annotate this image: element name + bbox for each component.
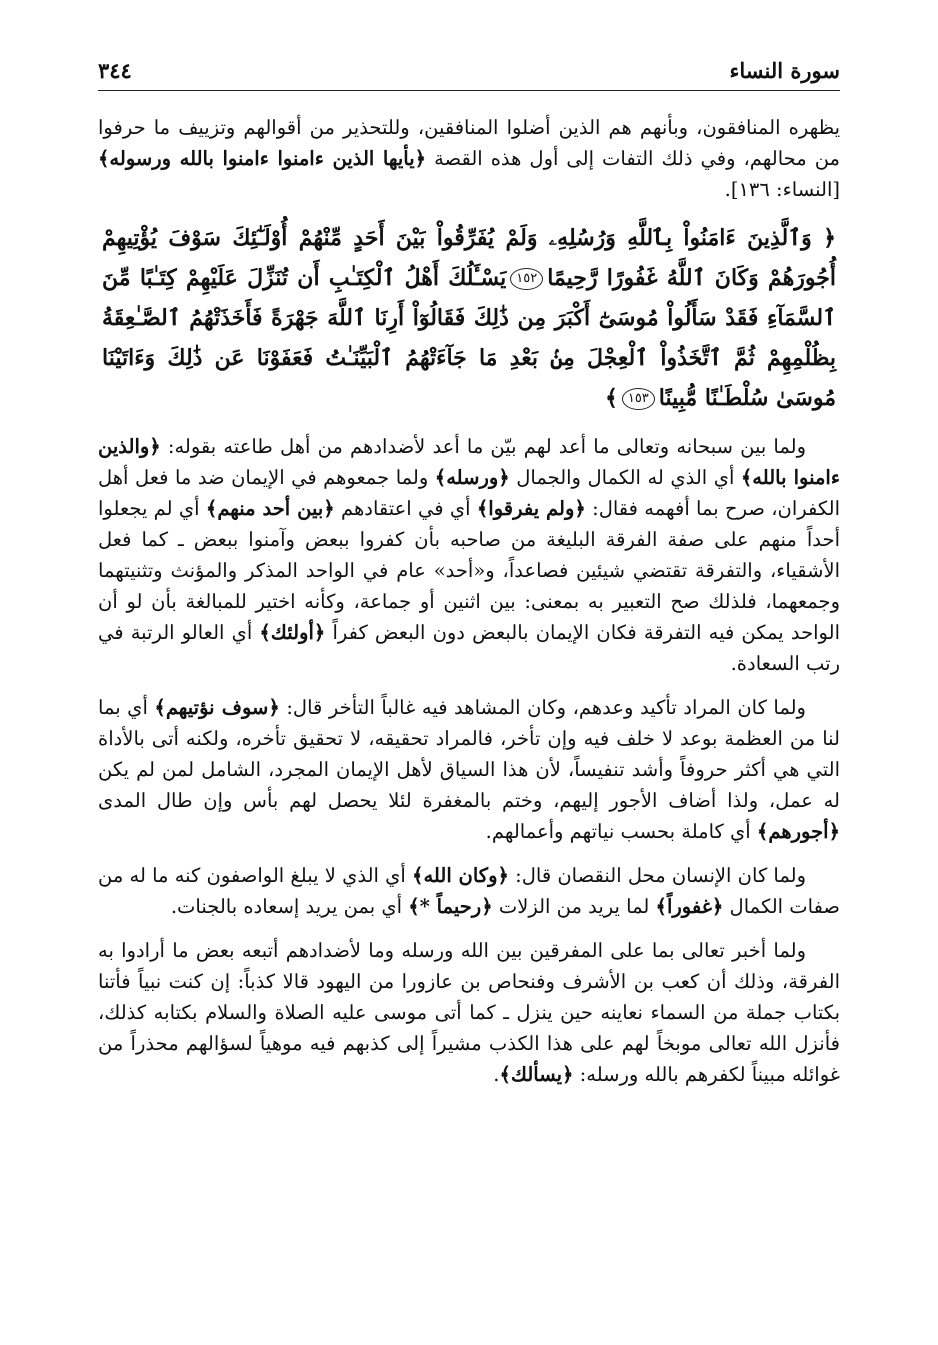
page-number: ٣٤٤ — [98, 58, 132, 83]
ayah-number-152: ١٥٢ — [510, 268, 543, 290]
text-run: أي لم يجعلوا أحداً منهم على صفة الفرقة البليغة من صاحبه بأن كفروا ببعض وآمنوا ببعض ـ كما فعل الأشقياء، والتفرقة تقتضي شيئين فصاعداً، و«أحد» عام في الواحد المذكر والمؤنث وتثنيتهما وجمعهما، فلذلك صح التعبير به بمعنى: بين اثنين أو جماعة، وكأنه اختير للمبالغة بأن لو أن الواحد يمكن فيه التفرقة فكان الإيمان بالبعض دون البعض كفراً — [98, 497, 840, 644]
text-run: أي بمن يريد إسعاده بالجنات. — [170, 895, 409, 918]
text-run: أي بما لنا من العظمة بوعد لا خلف فيه وإن تأخر، فالمراد تحقيقه، لا تحقيق تأخره، ولكنه أتى بالأداة التي هي أكثر حروفاً وأشد تنفيساً، لأن هذا السياق لأهل الإيمان المجرد، الشامل لمن لم يكن له عمل، ولذا أضاف الأجور إليهم، وختم بالمغفرة لئلا يحصل لهم بأس وإن طال المدى — [98, 696, 840, 812]
page-header — [98, 56, 840, 91]
quoted-phrase: ﴿وكان الله﴾ — [412, 864, 509, 887]
quran-verses-block — [98, 218, 840, 418]
ayah-number-153: ١٥٣ — [622, 388, 655, 410]
commentary-paragraph-1 — [98, 431, 840, 679]
quoted-phrase: ﴿ولم يفرقوا﴾ — [476, 497, 586, 520]
quoted-phrase: ﴿سوف نؤتيهم﴾ — [154, 696, 280, 719]
intro-reference: [النساء: ١٣٦]. — [724, 178, 840, 201]
quoted-phrase: ﴿غفوراً﴾ — [655, 895, 724, 918]
text-run: . — [493, 1063, 500, 1086]
text-run: أي في اعتقادهم — [334, 497, 477, 520]
surah-name: سورة النساء — [729, 58, 840, 83]
intro-text: يظهره المنافقون، وبأنهم هم الذين أضلوا المنافقين، وللتحذير من أقوالهم وتزييف ما حرفوا من محالهم، وفي ذلك التفات إلى أول هذه القصة — [98, 116, 840, 170]
page-body — [98, 112, 840, 1103]
quoted-phrase: ﴿أجورهم﴾ — [756, 820, 840, 843]
quoted-phrase: ﴿بين أحد منهم﴾ — [205, 497, 335, 520]
text-run: لما يريد من الزلات — [492, 895, 656, 918]
text-run: أي الذي له الكمال والجمال — [509, 466, 741, 489]
text-run: ولما كان الإنسان محل النقصان قال: — [508, 864, 807, 887]
commentary-paragraph-3 — [98, 860, 840, 922]
text-run: ولما جمعوهم في الإيمان ضد ما فعل أهل الكفران، صرح بما أفهمه فقال: — [98, 466, 840, 520]
intro-quote: ﴿يأيها الذين ءامنوا ءامنوا بالله ورسوله﴾ — [98, 147, 427, 170]
text-run: أي العالو الرتبة في رتب السعادة. — [98, 621, 840, 675]
text-run: ولما كان المراد تأكيد وعدهم، وكان المشاهد فيه غالباً التأخر قال: — [279, 696, 806, 719]
verse-153-text: يَسْـَٔلُكَ أَهْلُ ٱلْكِتَـٰبِ أَن تُنَزِّلَ عَلَيْهِمْ كِتَـٰبًا مِّنَ ٱلسَّمَآءِ فَقَدْ سَأَلُواْ مُوسَىٰٓ أَكْبَرَ مِن ذَٰلِكَ فَقَالُوٓاْ أَرِنَا ٱللَّهَ جَهْرَةً فَأَخَذَتْهُمُ ٱلصَّـٰعِقَةُ بِظُلْمِهِمْ ثُمَّ ٱتَّخَذُواْ ٱلْعِجْلَ مِنۢ بَعْدِ مَا جَآءَتْهُمُ ٱلْبَيِّنَـٰتُ فَعَفَوْنَا عَن ذَٰلِكَ وَءَاتَيْنَا مُوسَىٰ سُلْطَـٰنًا مُّبِينًا — [102, 265, 836, 411]
quoted-phrase: ﴿والذين ءامنوا بالله﴾ — [98, 435, 841, 489]
text-run: أي الذي لا يبلغ الواصفون كنه ما له من صفات الكمال — [98, 864, 840, 918]
quoted-phrase: ﴿ورسله﴾ — [434, 466, 510, 489]
text-run: ولما بين سبحانه وتعالى ما أعد لهم بيّن ما أعد لأضدادهم من أهل طاعته بقوله: — [160, 435, 806, 458]
commentary-paragraph-4 — [98, 935, 840, 1090]
verse-152-text: ﴿ وَٱلَّذِينَ ءَامَنُواْ بِٱللَّهِ وَرُسُلِهِۦ وَلَمْ يُفَرِّقُواْ بَيْنَ أَحَدٍ مِّنْهُمْ أُوْلَـٰٓئِكَ سَوْفَ يُؤْتِيهِمْ أُجُورَهُمْ وَكَانَ ٱللَّهُ غَفُورًا رَّحِيمًا — [102, 225, 836, 291]
text-run: ولما أخبر تعالى بما على المفرقين بين الله ورسله وما لأضدادهم أتبعه بعض ما أرادوا به الفرقة، وذلك أن كعب بن الأشرف وفنحاص بن عازورا من اليهود قالا كذباً: إن كنت نبياً فأتنا بكتاب جملة من السماء نعاينه حين ينزل ـ كما أتى موسى عليه الصلاة والسلام بكتابه كذلك، فأنزل الله تعالى موبخاً لهم على هذا الكذب مشيراً إلى كذبهم فيه موهياً لسؤالهم محذراً من غوائله مبيناً لكفرهم بالله ورسله: — [98, 939, 840, 1086]
quoted-phrase: ﴿يسألك﴾ — [499, 1063, 574, 1086]
quoted-phrase: ﴿رحيماً *﴾ — [408, 895, 493, 918]
commentary-paragraph-2 — [98, 692, 840, 847]
intro-paragraph — [98, 112, 840, 205]
quoted-phrase: ﴿أولئك﴾ — [259, 621, 326, 644]
verse-close-bracket: ﴾ — [604, 385, 618, 411]
text-run: أي كاملة بحسب نياتهم وأعمالهم. — [485, 820, 757, 843]
